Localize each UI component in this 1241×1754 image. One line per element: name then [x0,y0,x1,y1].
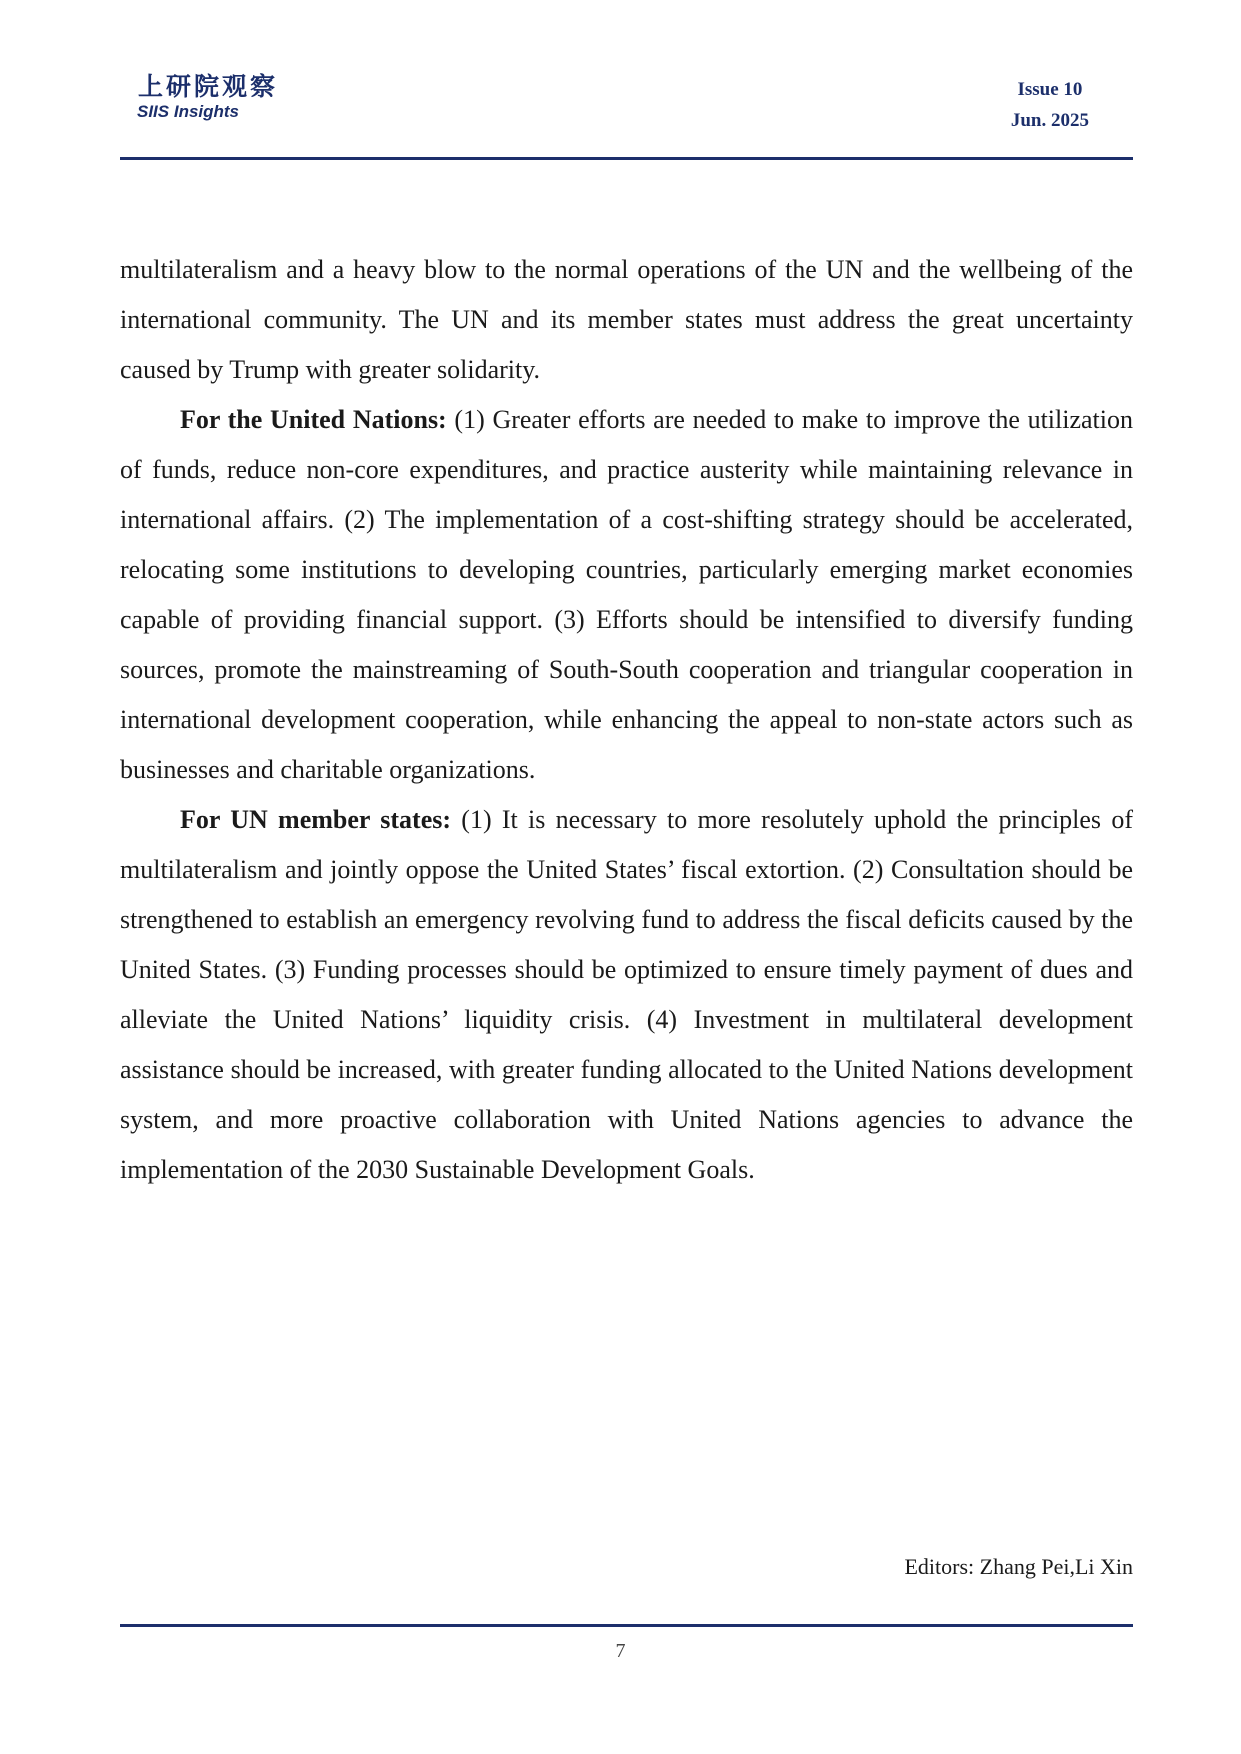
paragraph-3-text: (1) It is necessary to more resolutely uphold the principles of multilateralism and jointly oppose the United States’ fiscal extortion. (2) Consultation should be strengthened to establish an emergency revolving fund to address the fiscal deficits caused by the United States. (3) Funding processes should be optimized to ensure timely payment of dues and alleviate the United Nations’ liquidity crisis. (4) Investment in multilateral development assistance should be increased, with greater funding allocated to the United Nations development system, and more proactive collaboration with United Nations agencies to advance the implementation of the 2030 Sustainable Development Goals. [120,805,1133,1184]
siis-logo [120,72,278,122]
paragraph-3 [120,795,1133,1195]
paragraph-2 [120,395,1133,795]
page-header [120,68,1133,160]
issue-info [1011,74,1089,136]
article-body [120,245,1133,1195]
paragraph-3-lead: For UN member states: [180,805,452,834]
logo-chinese-title: 上研院观察 [138,72,279,101]
logo-english-title: SIIS Insights [137,102,240,121]
page-number: 7 [615,1640,626,1662]
header-divider [120,157,1133,160]
footer-divider [120,1624,1133,1627]
paragraph-2-text: (1) Greater efforts are needed to make to improve the utilization of funds, reduce non-core expenditures, and practice austerity while maintaining relevance in international affairs. (2) The implementation of a cost-shifting strategy should be accelerated, relocating some institutions to developing countries, particularly emerging market economies capable of providing financial support. (3) Efforts should be intensified to diversify funding sources, promote the mainstreaming of South-South cooperation and triangular cooperation in international development cooperation, while enhancing the appeal to non-state actors such as businesses and charitable organizations. [120,405,1133,784]
issue-number: Issue 10 [1017,79,1083,100]
issue-date: Jun. 2025 [1010,110,1089,131]
paragraph-2-lead: For the United Nations: [180,405,447,434]
editors-credit: Editors: Zhang Pei,Li Xin [904,1554,1133,1579]
paragraph-1: multilateralism and a heavy blow to the normal operations of the UN and the wellbeing of the international community. The UN and its member states must address the great uncertainty caused by Trump with greater solidarity. [120,255,1133,384]
